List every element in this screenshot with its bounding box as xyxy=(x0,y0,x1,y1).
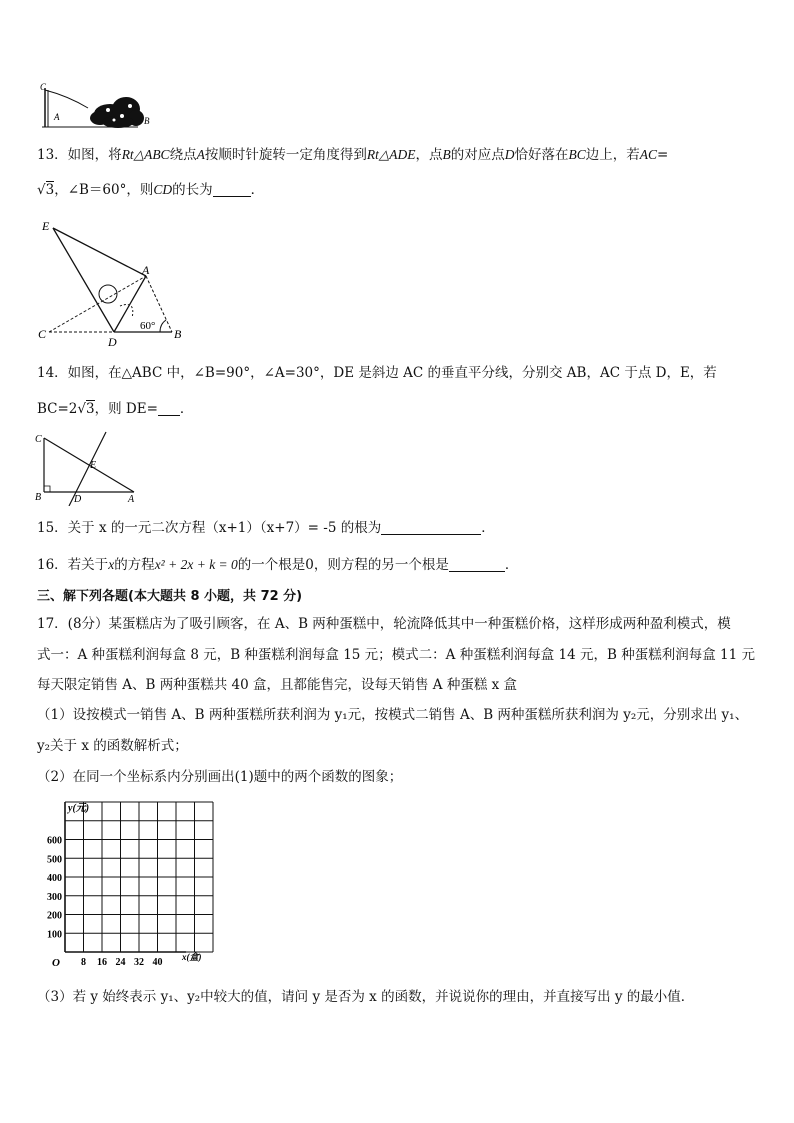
label-b: B xyxy=(174,327,182,341)
x-tick-label: 40 xyxy=(152,957,163,968)
q17-part2: （2）在同一个坐标系内分别画出(1)题中的两个函数的图象； xyxy=(37,769,403,785)
q14-figure xyxy=(34,430,146,506)
y-tick-label: 200 xyxy=(47,910,62,922)
label-a: A xyxy=(128,494,135,505)
angle-arc-b xyxy=(160,320,166,332)
label-d: D xyxy=(74,494,82,505)
q13-line1: 13．如图，将Rt△ABC绕点A按顺时针旋转一定角度得到Rt△ADE，点B的对应点D恰好落在BC边上，若AC= xyxy=(37,147,669,163)
answer-blank[interactable] xyxy=(213,182,251,197)
q17-intro-3: 每天限定销售 A、B 两种蛋糕共 40 盒，且都能售完，设每天销售 A 种蛋糕 x 盒 xyxy=(37,677,518,693)
y-tick-label: 600 xyxy=(47,835,62,847)
q13-line2: √3，∠B＝60°，则CD的长为 ． xyxy=(37,182,265,198)
answer-blank[interactable] xyxy=(449,557,505,572)
q17-part3: （3）若 y 始终表示 y₁、y₂中较大的值，请问 y 是否为 x 的函数，并说说你的理由，并直接写出 y 的最小值． xyxy=(37,989,695,1005)
q14-line2: BC=2√3，则 DE= ． xyxy=(37,401,194,417)
q17-intro-1: 17．(8分）某蛋糕店为了吸引顾客，在 A、B 两种蛋糕中，轮流降低其中一种蛋糕价格，这样形成两种盈利模式，模 xyxy=(37,616,731,632)
label-c: C xyxy=(40,82,47,92)
sqrt-symbol: √ xyxy=(77,401,87,417)
y-tick-label: 300 xyxy=(47,891,62,903)
cable xyxy=(45,90,88,108)
label-e: E xyxy=(42,219,50,233)
y-tick-label: 400 xyxy=(47,873,62,884)
q17-intro-2: 式一：A 种蛋糕利润每盒 8 元，B 种蛋糕利润每盒 15 元；模式二：A 种蛋糕利润每盒 14 元，B 种蛋糕利润每盒 11 元 xyxy=(37,647,755,663)
x-tick-label: 16 xyxy=(97,957,107,968)
seg-ca xyxy=(49,276,146,332)
q17-grid xyxy=(36,798,216,970)
q14-line1: 14．如图，在△ABC 中，∠B=90°，∠A=30°，DE 是斜边 AC 的垂直平分线，分别交 AB，AC 于点 D，E，若 xyxy=(37,365,717,381)
q16-line: 16．若关于x的方程x² + 2x + k = 0的一个根是0，则方程的另一个根是 ． xyxy=(37,557,519,573)
sqrt-value: 3 xyxy=(86,401,95,417)
q15-line: 15．关于 x 的一元二次方程（x+1）（x+7）= -5 的根为 ． xyxy=(37,520,495,536)
tree-shrub xyxy=(90,97,144,128)
origin-label: O xyxy=(52,957,60,969)
x-axis-label: x(盒) xyxy=(182,952,202,962)
label-b: B xyxy=(35,492,42,503)
answer-blank[interactable] xyxy=(381,520,481,535)
q17-part1-line1: （1）设按模式一销售 A、B 两种蛋糕所获利润为 y₁元，按模式二销售 A、B 两种蛋糕所获利润为 y₂元，分别求出 y₁、 xyxy=(37,707,749,723)
y-axis-label: y(元) xyxy=(68,803,90,814)
label-c: C xyxy=(38,327,47,341)
label-angle-60: 60° xyxy=(140,320,156,332)
y-tick-label: 500 xyxy=(47,854,62,866)
q17-part1-line2: y₂关于 x 的函数解析式； xyxy=(37,738,188,754)
label-d: D xyxy=(108,335,117,348)
q13-figure xyxy=(36,216,196,348)
sqrt-symbol: √ xyxy=(37,182,46,198)
label-c: C xyxy=(35,434,42,445)
section-heading: 三、解下列各题(本大题共 8 小题，共 72 分) xyxy=(37,589,303,604)
sqrt-value: 3 xyxy=(45,182,55,198)
x-tick-label: 8 xyxy=(81,957,86,968)
y-tick-label: 100 xyxy=(47,929,62,941)
label-a: A xyxy=(142,263,150,277)
q12-figure xyxy=(38,80,168,132)
label-a: A xyxy=(54,112,60,122)
label-b: B xyxy=(144,116,150,126)
x-tick-label: 32 xyxy=(134,957,144,968)
x-tick-label: 24 xyxy=(115,957,126,968)
label-e: E xyxy=(90,460,97,471)
right-angle-mark xyxy=(44,486,50,492)
answer-blank[interactable] xyxy=(158,401,180,416)
equation: x² + 2x + k = 0 xyxy=(154,557,238,572)
